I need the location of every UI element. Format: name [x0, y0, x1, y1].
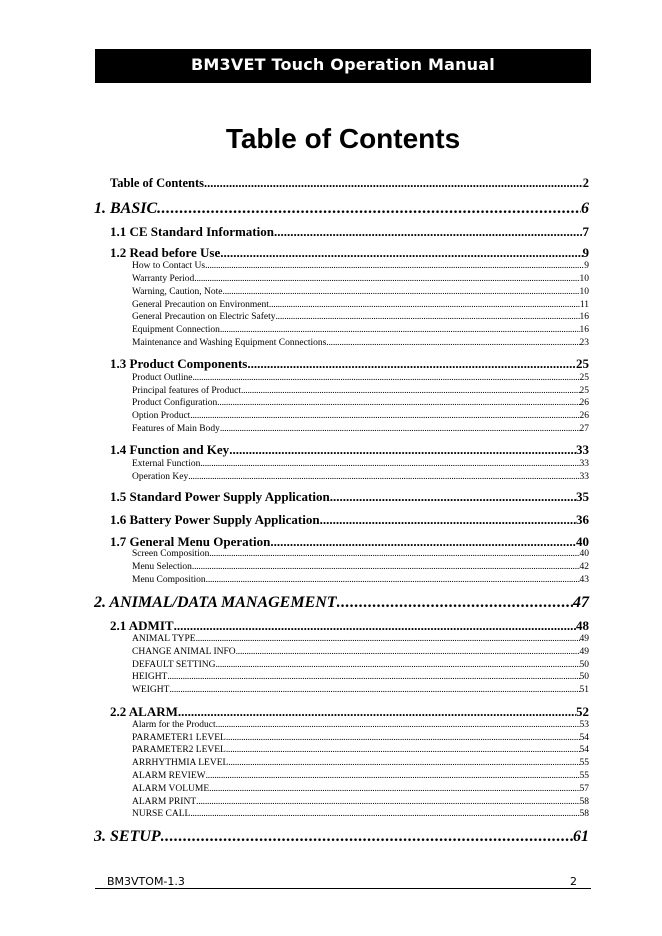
- toc-entry-page: 54: [579, 745, 589, 755]
- toc-entry[interactable]: [132, 758, 589, 768]
- toc-entry-page: 16: [579, 312, 589, 322]
- toc-entry[interactable]: [132, 647, 589, 657]
- toc-leader-dots: [209, 549, 579, 559]
- toc-entry[interactable]: [110, 704, 589, 720]
- toc-leader-dots: [269, 300, 580, 310]
- toc-entry[interactable]: [132, 634, 589, 644]
- toc-leader-dots: [200, 459, 579, 469]
- toc-entry-label: General Precaution on Electric Safety: [132, 312, 276, 322]
- toc-leader-dots: [215, 660, 579, 670]
- toc-leader-dots: [192, 562, 580, 572]
- toc-leader-dots: [330, 489, 576, 505]
- toc-entry-label: HEIGHT: [132, 672, 168, 682]
- toc-entry-label: Menu Composition: [132, 575, 206, 585]
- toc-entry-page: 43: [579, 575, 589, 585]
- toc-entry[interactable]: [132, 300, 589, 310]
- toc-entry-label: Product Outline: [132, 373, 193, 383]
- toc-entry-page: 35: [576, 489, 589, 504]
- toc-entry-label: 2.2 ALARM: [110, 704, 178, 719]
- toc-entry[interactable]: [132, 562, 589, 572]
- toc-entry[interactable]: [94, 828, 589, 846]
- toc-entry[interactable]: [132, 672, 589, 682]
- toc-entry-label: ALARM VOLUME: [132, 784, 210, 794]
- toc-entry-page: 54: [579, 733, 589, 743]
- toc-leader-dots: [228, 758, 579, 768]
- toc-leader-dots: [226, 733, 580, 743]
- toc-entry-label: Features of Main Body: [132, 424, 220, 434]
- toc-entry-page: 9: [584, 261, 589, 271]
- toc-leader-dots: [236, 647, 580, 657]
- toc-entry[interactable]: [132, 685, 589, 695]
- toc-entry[interactable]: [132, 745, 589, 755]
- toc-entry[interactable]: [132, 771, 589, 781]
- toc-entry[interactable]: [132, 338, 589, 348]
- toc-entry[interactable]: [110, 489, 589, 505]
- toc-leader-dots: [326, 338, 579, 348]
- toc-entry-label: 1.7 General Menu Operation: [110, 534, 271, 549]
- toc-entry-page: 58: [579, 809, 589, 819]
- toc-leader-dots: [157, 200, 581, 218]
- toc-entry[interactable]: [132, 549, 589, 559]
- toc-entry-label: 1.3 Product Components: [110, 356, 248, 371]
- toc-entry-page: 55: [579, 758, 589, 768]
- toc-entry-label: ALARM REVIEW: [132, 771, 206, 781]
- footer-doc-code: BM3VTOM-1.3: [107, 875, 185, 888]
- toc-entry[interactable]: [110, 356, 589, 372]
- toc-entry-label: ARRHYTHMIA LEVEL: [132, 758, 229, 768]
- toc-entry-label: External Function: [132, 459, 201, 469]
- toc-leader-dots: [220, 325, 580, 335]
- toc-entry-label: 1.6 Battery Power Supply Application: [110, 512, 320, 527]
- toc-entry-page: 50: [579, 672, 589, 682]
- toc-entry-label: DEFAULT SETTING: [132, 660, 216, 670]
- toc-entry[interactable]: [132, 274, 589, 284]
- toc-leader-dots: [247, 356, 576, 372]
- toc-entry-label: PARAMETER2 LEVEL: [132, 745, 226, 755]
- toc-entry-label: Maintenance and Washing Equipment Connections: [132, 338, 327, 348]
- toc-leader-dots: [174, 618, 576, 634]
- toc-leader-dots: [190, 809, 579, 819]
- toc-leader-dots: [206, 771, 580, 781]
- toc-entry-page: 16: [579, 325, 589, 335]
- toc-entry-label: Warranty Period: [132, 274, 195, 284]
- toc-entry-page: 27: [579, 424, 589, 434]
- toc-entry-page: 26: [579, 398, 589, 408]
- toc-entry-page: 25: [576, 356, 589, 371]
- toc-leader-dots: [217, 398, 579, 408]
- toc-entry[interactable]: [110, 224, 589, 240]
- toc-leader-dots: [204, 176, 583, 191]
- toc-entry-page: 40: [576, 534, 589, 549]
- toc-entry-page: 55: [579, 771, 589, 781]
- toc-entry[interactable]: [132, 287, 589, 297]
- toc-entry-page: 42: [579, 562, 589, 572]
- toc-entry[interactable]: [132, 459, 589, 469]
- toc-entry[interactable]: [132, 809, 589, 819]
- toc-entry-page: 25: [579, 386, 589, 396]
- toc-entry[interactable]: [132, 784, 589, 794]
- toc-entry-label: Alarm for the Product: [132, 720, 216, 730]
- toc-entry[interactable]: [132, 720, 589, 730]
- toc-entry-page: 49: [579, 634, 589, 644]
- toc-entry[interactable]: [132, 660, 589, 670]
- toc-entry-label: 1.1 CE Standard Information: [110, 224, 274, 239]
- toc-leader-dots: [196, 797, 579, 807]
- header-title: BM3VET Touch Operation Manual: [191, 55, 495, 74]
- toc-leader-dots: [188, 472, 579, 482]
- toc-entry-page: 58: [579, 797, 589, 807]
- toc-leader-dots: [205, 261, 584, 271]
- header-bar: [95, 49, 591, 83]
- toc-leader-dots: [209, 784, 579, 794]
- toc-entry[interactable]: [132, 312, 589, 322]
- toc-leader-dots: [192, 373, 579, 383]
- page-title: Table of Contents: [225, 123, 461, 154]
- toc-entry-label: Screen Composition: [132, 549, 210, 559]
- toc-leader-dots: [241, 386, 580, 396]
- toc-entry-page: 61: [573, 828, 589, 845]
- toc-entry-label: Option Product: [132, 411, 191, 421]
- toc-entry-page: 23: [579, 338, 589, 348]
- toc-entry[interactable]: [94, 200, 589, 218]
- toc-entry-page: 7: [582, 224, 589, 239]
- footer-page-number: 2: [570, 875, 577, 888]
- toc-leader-dots: [337, 594, 573, 612]
- toc-entry-page: 40: [579, 549, 589, 559]
- toc-entry-page: 33: [579, 472, 589, 482]
- toc-entry-label: ALARM PRINT: [132, 797, 197, 807]
- toc-entry-label: 2. ANIMAL/DATA MANAGEMENT: [94, 594, 337, 611]
- toc-entry[interactable]: [110, 618, 589, 634]
- toc-entry-label: Principal features of Product: [132, 386, 241, 396]
- toc-entry[interactable]: [110, 534, 589, 550]
- toc-entry-page: 48: [576, 618, 589, 633]
- toc-entry-page: 33: [576, 442, 589, 457]
- toc-entry-label: 1.2 Read before Use: [110, 245, 221, 260]
- toc-leader-dots: [276, 312, 580, 322]
- toc-entry-page: 50: [579, 660, 589, 670]
- toc-leader-dots: [223, 287, 580, 297]
- toc-entry[interactable]: [132, 398, 589, 408]
- toc-entry-page: 51: [579, 685, 589, 695]
- toc-entry[interactable]: [132, 325, 589, 335]
- toc-entry[interactable]: [132, 575, 589, 585]
- toc-entry-page: 9: [582, 245, 589, 260]
- toc-entry[interactable]: [110, 176, 589, 191]
- toc-entry-label: 1. BASIC: [94, 200, 158, 217]
- toc-entry-label: Equipment Connection: [132, 325, 220, 335]
- toc-leader-dots: [169, 685, 579, 695]
- toc-entry-page: 26: [579, 411, 589, 421]
- toc-leader-dots: [226, 745, 580, 755]
- toc-leader-dots: [270, 534, 576, 550]
- toc-leader-dots: [229, 442, 576, 458]
- toc-entry-page: 10: [579, 274, 589, 284]
- toc-entry[interactable]: [94, 594, 589, 612]
- toc-entry[interactable]: [110, 512, 589, 528]
- toc-entry-label: NURSE CALL: [132, 809, 191, 819]
- toc-entry-label: How to Contact Us: [132, 261, 206, 271]
- toc-entry-label: 1.4 Function and Key: [110, 442, 230, 457]
- toc-entry-page: 53: [579, 720, 589, 730]
- toc-entry[interactable]: [132, 733, 589, 743]
- toc-leader-dots: [216, 720, 580, 730]
- toc-entry-label: Warning, Caution, Note: [132, 287, 223, 297]
- toc-entry-page: 36: [576, 512, 589, 527]
- toc-entry[interactable]: [110, 442, 589, 458]
- toc-entry[interactable]: [132, 411, 589, 421]
- toc-entry[interactable]: [132, 424, 589, 434]
- toc-entry[interactable]: [132, 386, 589, 396]
- toc-entry-label: Product Configuration: [132, 398, 218, 408]
- toc-entry-page: 6: [581, 200, 589, 217]
- toc-leader-dots: [190, 411, 579, 421]
- toc-entry-page: 2: [582, 176, 589, 190]
- toc-entry-label: ANIMAL TYPE: [132, 634, 196, 644]
- toc-entry[interactable]: [132, 797, 589, 807]
- toc-entry-label: 1.5 Standard Power Supply Application: [110, 489, 330, 504]
- toc-entry[interactable]: [110, 245, 589, 261]
- toc-entry[interactable]: [132, 472, 589, 482]
- toc-leader-dots: [167, 672, 579, 682]
- toc-entry-page: 47: [573, 594, 589, 611]
- toc-entry-label: 2.1 ADMIT: [110, 618, 174, 633]
- toc-entry-label: 3. SETUP: [94, 828, 161, 845]
- toc-entry-label: CHANGE ANIMAL INFO: [132, 647, 236, 657]
- toc-leader-dots: [196, 634, 580, 644]
- toc-leader-dots: [206, 575, 580, 585]
- footer-divider: [95, 888, 591, 889]
- toc-entry-page: 49: [579, 647, 589, 657]
- toc-entry-page: 10: [579, 287, 589, 297]
- toc-entry-page: 52: [576, 704, 589, 719]
- toc-entry-label: Operation Key: [132, 472, 189, 482]
- toc-leader-dots: [194, 274, 579, 284]
- toc-leader-dots: [274, 224, 583, 240]
- toc-leader-dots: [320, 512, 576, 528]
- toc-entry-page: 57: [579, 784, 589, 794]
- toc-entry-page: 11: [579, 300, 589, 310]
- toc-entry-label: WEIGHT: [132, 685, 170, 695]
- toc-entry-label: General Precaution on Environment: [132, 300, 269, 310]
- toc-entry-label: Menu Selection: [132, 562, 192, 572]
- toc-leader-dots: [220, 424, 580, 434]
- toc-entry[interactable]: [132, 373, 589, 383]
- toc-leader-dots: [161, 828, 573, 846]
- toc-entry-label: PARAMETER1 LEVEL: [132, 733, 226, 743]
- toc-entry[interactable]: [132, 261, 589, 271]
- toc-leader-dots: [178, 704, 576, 720]
- toc-leader-dots: [220, 245, 582, 261]
- toc-entry-page: 33: [579, 459, 589, 469]
- toc-entry-label: Table of Contents: [110, 176, 204, 190]
- toc-entry-page: 25: [579, 373, 589, 383]
